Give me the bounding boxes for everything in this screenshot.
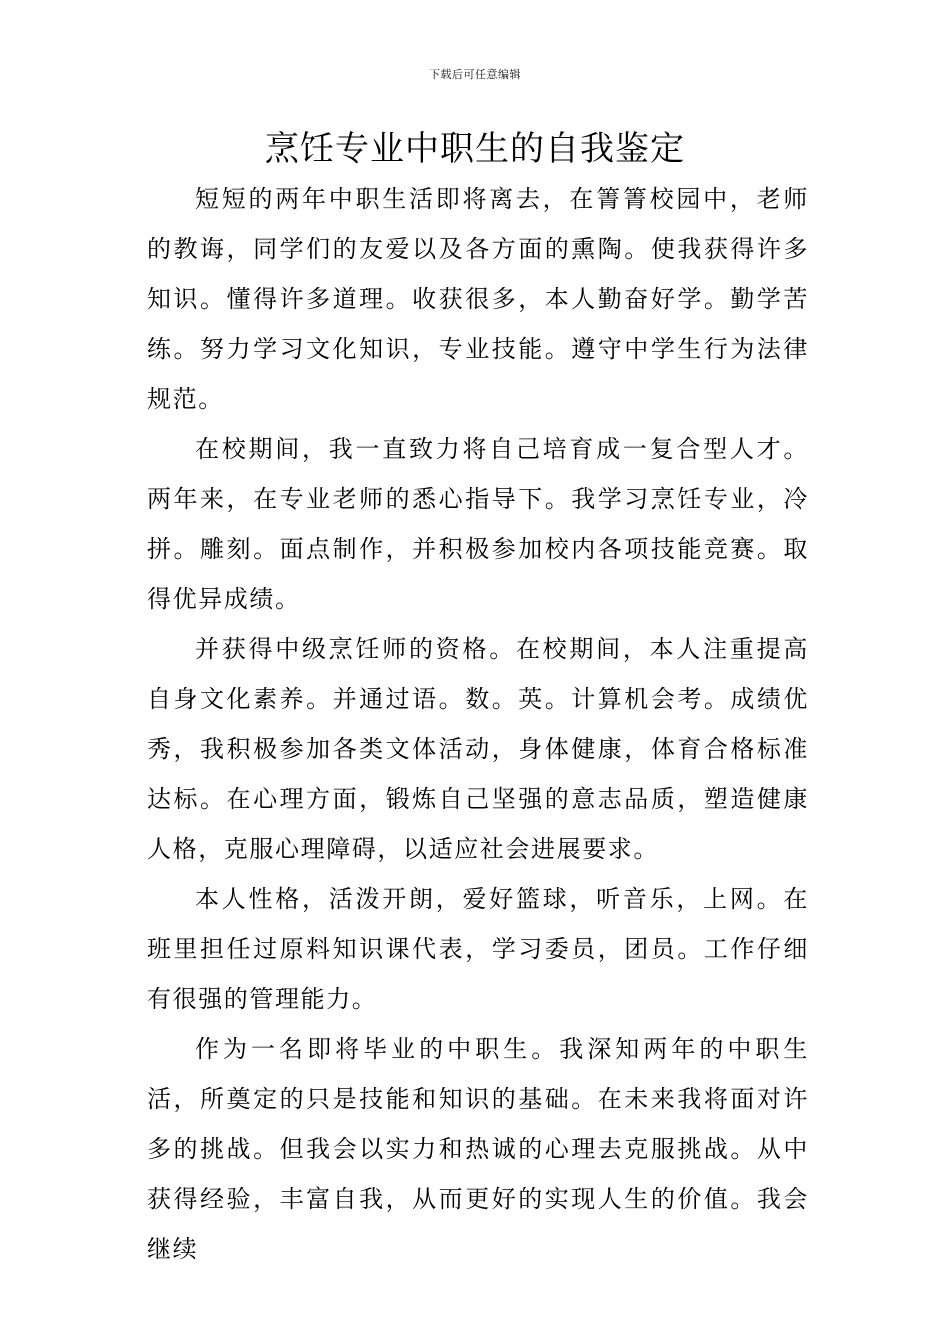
header-note: 下载后可任意编辑 — [429, 68, 521, 81]
paragraph: 短短的两年中职生活即将离去，在箐箐校园中，老师的教诲，同学们的友爱以及各方面的熏陶。使我获得许多知识。懂得许多道理。收获很多，本人勤奋好学。勤学苦练。努力学习文化知识，专业技能。遵守中学生行为法律规范。 — [147, 185, 809, 413]
paragraph: 在校期间，我一直致力将自己培育成一复合型人才。两年来，在专业老师的悉心指导下。我学习烹饪专业，冷拼。雕刻。面点制作，并积极参加校内各项技能竞赛。取得优异成绩。 — [147, 435, 809, 613]
paragraph: 并获得中级烹饪师的资格。在校期间，本人注重提高自身文化素养。并通过语。数。英。计算机会考。成绩优秀，我积极参加各类文体活动，身体健康，体育合格标准达标。在心理方面，锻炼自己坚强的意志品质，塑造健康人格，克服心理障碍，以适应社会进展要求。 — [147, 635, 809, 863]
document-title: 烹饪专业中职生的自我鉴定 — [265, 129, 685, 169]
paragraph: 作为一名即将毕业的中职生。我深知两年的中职生活，所奠定的只是技能和知识的基础。在未来我将面对许多的挑战。但我会以实力和热诚的心理去克服挑战。从中获得经验，丰富自我，从而更好的实现人生的价值。我会继续 — [147, 1035, 809, 1263]
paragraph: 本人性格，活泼开朗，爱好篮球，听音乐，上网。在班里担任过原料知识课代表，学习委员，团员。工作仔细有很强的管理能力。 — [147, 885, 809, 1013]
document-body — [147, 174, 809, 1274]
